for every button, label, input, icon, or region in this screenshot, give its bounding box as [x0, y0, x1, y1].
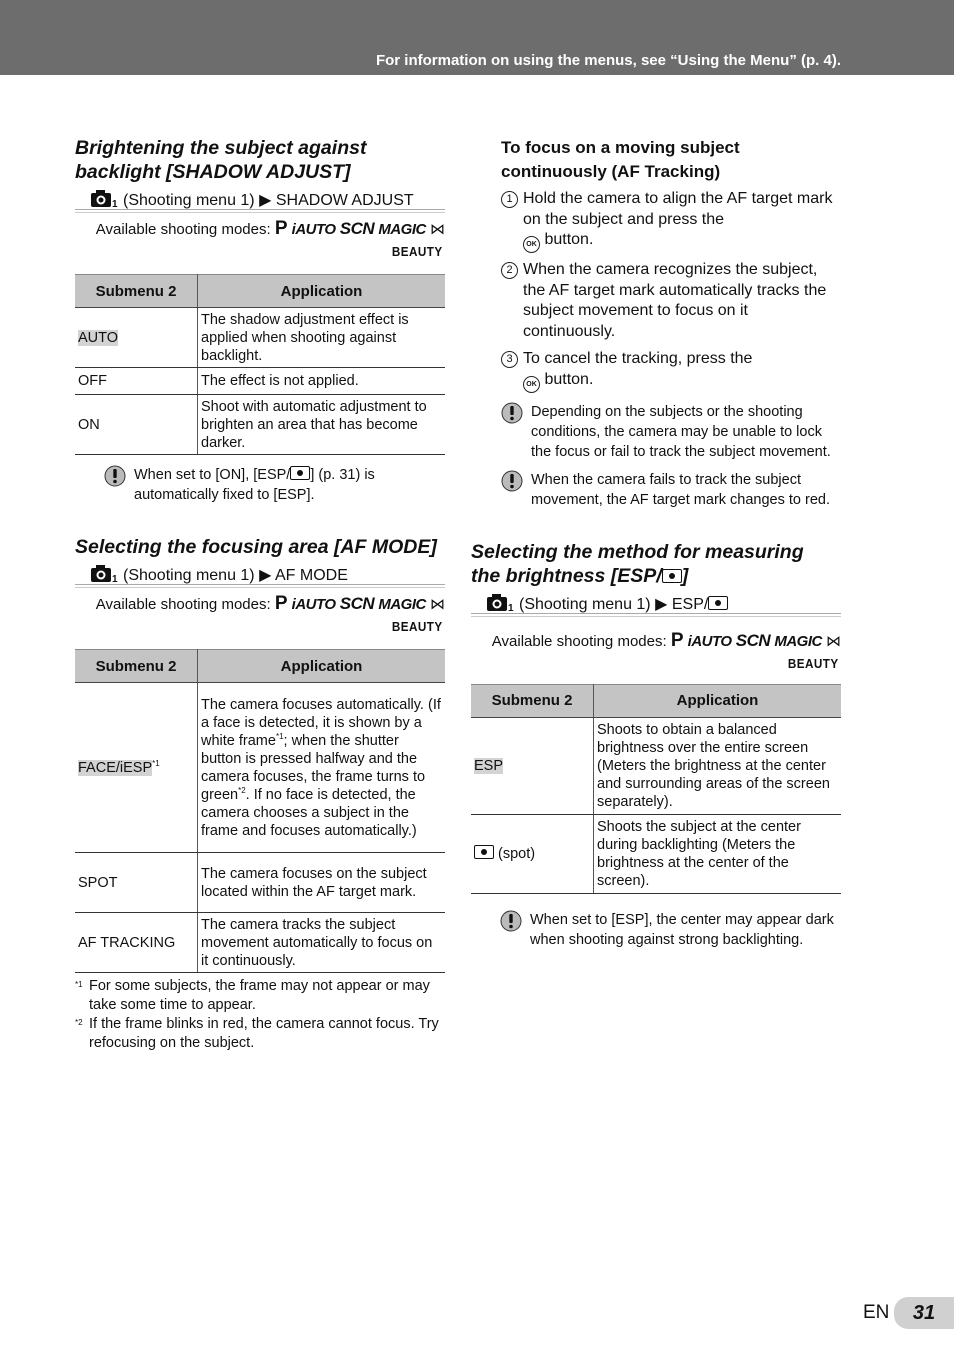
- arrow-right-icon: ▶: [259, 192, 272, 209]
- table-row: FACE/iESP$^{*1}$ The camera focuses automatically. (If a face is detected, it is shown by a white frame$^{*1}$; when the shutter button is pressed halfway and the camera focuses, the frame turns to green$^{*2}$. If no face is detected, the camera chooses a subject in the frame and focuses automatically.): [75, 683, 445, 853]
- available-modes: Available shooting modes: P iAUTO SCN MAGIC ⋈ BEAUTY: [491, 629, 841, 671]
- spot-metering-icon: [708, 596, 728, 610]
- table-row: (spot) Shoots the subject at the center during backlighting (Meters the brightness at the center of the screen).: [471, 814, 841, 893]
- ok-button-icon: OK: [523, 236, 540, 253]
- panorama-icon: ⋈: [430, 596, 445, 613]
- header-note: For information on using the menus, see “Using the Menu” (p. 4).: [375, 52, 841, 69]
- af-mode-table: Submenu 2 Application FACE/iESP$^{*1}$ The camera focuses automatically. (If a face is detected, it is shown by a white frame$^{*1}$; when the shutter button is pressed halfway and the camera focuses, the frame turns to green$^{*2}$. If no face is detected, the camera chooses a subject in the frame and focuses automatically.) SPOT The camera focuses on the subject located within the AF target mark. AF TRACKING The camera tracks the subject movement automatically to focus on it continuously.: [75, 649, 445, 973]
- spot-metering-icon: [290, 466, 310, 480]
- section-title: Brightening the subject against backlight [SHADOW ADJUST]: [75, 137, 367, 183]
- caution-icon: [500, 910, 522, 938]
- menu-path: 1 (Shooting menu 1) ▶ AF MODE: [75, 565, 445, 587]
- caution-icon: [501, 470, 523, 498]
- table-row: OFF The effect is not applied.: [75, 368, 445, 395]
- menu-path: 1 (Shooting menu 1) ▶ ESP/: [471, 594, 841, 616]
- arrow-right-icon: ▶: [655, 595, 668, 613]
- table-row: AF TRACKING The camera tracks the subject movement automatically to focus on it continuously.: [75, 913, 445, 973]
- header-bar: [0, 0, 954, 75]
- shadow-adjust-section: [75, 136, 445, 505]
- step-2: 2 When the camera recognizes the subject, the AF target mark automatically tracks the subject movement to focus on it continuously.: [501, 260, 841, 342]
- caution-note: When set to [ESP], the center may appear dark when shooting against strong backlighting.: [500, 910, 841, 950]
- esp-section: [471, 540, 841, 950]
- table-row: ESP Shoots to obtain a balanced brightness over the entire screen (Meters the brightness at the center and surrounding areas of the screen separately).: [471, 717, 841, 814]
- left-column: [75, 136, 445, 1053]
- available-modes: Available shooting modes: P iAUTO SCN MAGIC ⋈ BEAUTY: [95, 218, 445, 259]
- esp-table: Submenu 2 Application ESP Shoots to obtain a balanced brightness over the entire screen (Meters the brightness at the center and surrounding areas of the screen separately). (spot) Shoots the subject at the center during backlighting (Meters the brightness at the center of the screen).: [471, 684, 841, 894]
- caution-note: When set to [ON], [ESP/ ] (p. 31) is automatically fixed to [ESP].: [104, 465, 445, 505]
- footnote: *1 For some subjects, the frame may not appear or may take some time to appear.: [75, 978, 430, 1013]
- af-tracking-section: [471, 136, 841, 510]
- table-row: SPOT The camera focuses on the subject located within the AF target mark.: [75, 853, 445, 913]
- footnotes: [75, 977, 445, 1053]
- footnote: *2 If the frame blinks in red, the camera cannot focus. Try refocusing on the subject.: [75, 1016, 439, 1051]
- available-modes: Available shooting modes: P iAUTO SCN MAGIC ⋈ BEAUTY: [95, 593, 445, 634]
- panorama-icon: ⋈: [826, 632, 841, 650]
- ok-button-icon: OK: [523, 376, 540, 393]
- svg-text:1: 1: [112, 199, 118, 208]
- step-3: 3 To cancel the tracking, press the OK button.: [501, 349, 841, 393]
- step-1: 1 Hold the camera to align the AF target mark on the subject and press the OK button.: [501, 189, 841, 253]
- right-column: [471, 136, 841, 950]
- svg-text:1: 1: [508, 602, 514, 612]
- shadow-table: Submenu 2 Application AUTO The shadow adjustment effect is applied when shooting against backlight. OFF The effect is not applied. ON Shoot with automatic adjustment to brighten an area that has become darker.: [75, 274, 445, 455]
- menu-path: 1 (Shooting menu 1) ▶ SHADOW ADJUST: [75, 190, 445, 212]
- spot-metering-icon: [474, 845, 494, 859]
- table-row: AUTO The shadow adjustment effect is applied when shooting against backlight.: [75, 308, 445, 368]
- panorama-icon: ⋈: [430, 221, 445, 238]
- section-title: To focus on a moving subject continuously (AF Tracking): [501, 138, 740, 181]
- spot-metering-icon: [662, 569, 682, 583]
- language-label: EN: [863, 1302, 890, 1323]
- caution-icon: [501, 402, 523, 430]
- section-title: Selecting the focusing area [AF MODE]: [75, 536, 437, 558]
- caution-note: Depending on the subjects or the shooting conditions, the camera may be unable to lock the focus or fail to track the subject movement.: [501, 402, 841, 462]
- af-mode-section: [75, 535, 445, 1053]
- section-title: Selecting the method for measuring the brightness [ESP/ ]: [471, 540, 804, 587]
- table-row: ON Shoot with automatic adjustment to brighten an area that has become darker.: [75, 395, 445, 455]
- svg-text:1: 1: [112, 574, 118, 583]
- arrow-right-icon: ▶: [259, 567, 272, 584]
- page-number: 31: [894, 1297, 954, 1329]
- caution-icon: [104, 465, 126, 493]
- caution-note: When the camera fails to track the subject movement, the AF target mark changes to red.: [501, 470, 841, 510]
